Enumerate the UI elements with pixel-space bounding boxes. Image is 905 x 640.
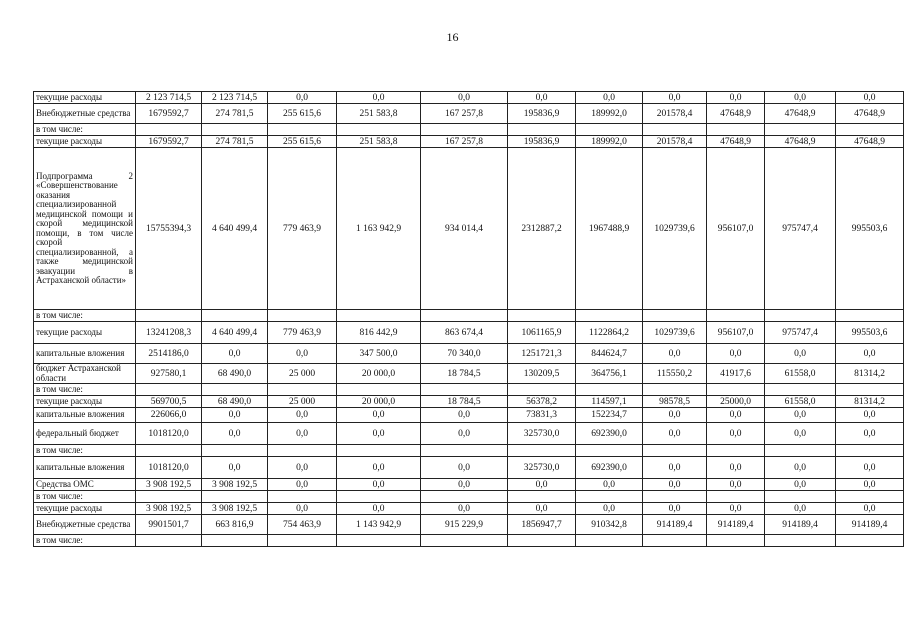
table-cell: [508, 384, 576, 396]
table-cell: 61558,0: [765, 364, 836, 384]
table-cell: 0,0: [268, 423, 337, 445]
table-cell: [836, 384, 904, 396]
table-cell: [836, 124, 904, 136]
table-cell: [136, 535, 202, 547]
table-cell: [508, 535, 576, 547]
table-row: [34, 503, 904, 515]
table-cell: 956107,0: [707, 148, 765, 310]
table-cell: 0,0: [421, 479, 508, 491]
table-cell: [643, 491, 707, 503]
table-cell: 255 615,6: [268, 136, 337, 148]
table-cell: [268, 535, 337, 547]
table-cell: 0,0: [576, 92, 643, 104]
table-cell: 251 583,8: [337, 136, 421, 148]
table-cell: [202, 445, 268, 457]
table-cell: [268, 384, 337, 396]
table-row: [34, 396, 904, 408]
table-cell: 0,0: [268, 479, 337, 491]
table-cell: 115550,2: [643, 364, 707, 384]
table-cell: 0,0: [707, 92, 765, 104]
table-cell: 18 784,5: [421, 396, 508, 408]
table-cell: 1679592,7: [136, 104, 202, 124]
table-cell: 0,0: [268, 344, 337, 364]
table-cell: [836, 535, 904, 547]
table-cell: 347 500,0: [337, 344, 421, 364]
table-cell: [421, 384, 508, 396]
table-cell: [136, 310, 202, 322]
table-cell: 18 784,5: [421, 364, 508, 384]
table-cell: 70 340,0: [421, 344, 508, 364]
table-cell: 1967488,9: [576, 148, 643, 310]
table-cell: [707, 310, 765, 322]
table-cell: 0,0: [508, 503, 576, 515]
table-row: [34, 124, 904, 136]
table-cell: 0,0: [643, 503, 707, 515]
table-cell: 226066,0: [136, 408, 202, 423]
table-cell: [337, 384, 421, 396]
table-cell: 0,0: [202, 423, 268, 445]
table-cell: 0,0: [643, 344, 707, 364]
table-cell: [836, 445, 904, 457]
table-cell: 56378,2: [508, 396, 576, 408]
row-label: текущие расходы: [34, 92, 136, 104]
page-number: 16: [446, 30, 459, 44]
row-label: бюджет Астраханской области: [34, 364, 136, 384]
table-row: [34, 479, 904, 491]
table-cell: 1856947,7: [508, 515, 576, 535]
table-cell: 251 583,8: [337, 104, 421, 124]
table-cell: 0,0: [421, 503, 508, 515]
row-label: в том числе:: [34, 491, 136, 503]
table-cell: 0,0: [268, 503, 337, 515]
table-cell: 0,0: [765, 503, 836, 515]
table-cell: [765, 384, 836, 396]
table-cell: 0,0: [576, 503, 643, 515]
table-cell: 1029739,6: [643, 148, 707, 310]
table-cell: 2 123 714,5: [136, 92, 202, 104]
table-cell: [707, 124, 765, 136]
table-row: [34, 148, 904, 310]
row-label: капитальные вложения: [34, 457, 136, 479]
table-cell: [421, 535, 508, 547]
table-cell: [202, 310, 268, 322]
table-cell: 0,0: [268, 408, 337, 423]
table-cell: 81314,2: [836, 364, 904, 384]
table-cell: [643, 445, 707, 457]
table-cell: [576, 491, 643, 503]
table-cell: 0,0: [508, 479, 576, 491]
table-cell: 0,0: [337, 92, 421, 104]
table-cell: [136, 445, 202, 457]
table-cell: 201578,4: [643, 104, 707, 124]
table-cell: 1251721,3: [508, 344, 576, 364]
budget-table: [33, 91, 904, 547]
table-cell: 663 816,9: [202, 515, 268, 535]
table-cell: [421, 491, 508, 503]
row-label: текущие расходы: [34, 396, 136, 408]
table-cell: 975747,4: [765, 148, 836, 310]
row-label: Внебюджетные средства: [34, 104, 136, 124]
table-cell: 274 781,5: [202, 136, 268, 148]
table-cell: 0,0: [836, 479, 904, 491]
table-cell: 0,0: [643, 423, 707, 445]
table-cell: 779 463,9: [268, 322, 337, 344]
table-cell: 0,0: [202, 457, 268, 479]
table-row: [34, 364, 904, 384]
row-label: капитальные вложения: [34, 344, 136, 364]
table-cell: 47648,9: [765, 136, 836, 148]
table-cell: 0,0: [836, 423, 904, 445]
table-cell: 0,0: [643, 479, 707, 491]
table-cell: [765, 491, 836, 503]
table-cell: 13241208,3: [136, 322, 202, 344]
table-cell: [421, 310, 508, 322]
table-cell: 25000,0: [707, 396, 765, 408]
table-cell: [337, 445, 421, 457]
table-cell: [136, 384, 202, 396]
table-cell: 0,0: [836, 457, 904, 479]
table-cell: 0,0: [707, 479, 765, 491]
table-cell: 934 014,4: [421, 148, 508, 310]
table-cell: 995503,6: [836, 322, 904, 344]
table-cell: [765, 535, 836, 547]
row-label: в том числе:: [34, 535, 136, 547]
table-cell: 0,0: [836, 503, 904, 515]
row-label: текущие расходы: [34, 136, 136, 148]
table-cell: 41917,6: [707, 364, 765, 384]
table-cell: 325730,0: [508, 457, 576, 479]
table-cell: 0,0: [836, 344, 904, 364]
table-row: [34, 92, 904, 104]
table-cell: 1 143 942,9: [337, 515, 421, 535]
table-row: [34, 445, 904, 457]
row-label: федеральный бюджет: [34, 423, 136, 445]
table-cell: 73831,3: [508, 408, 576, 423]
table-cell: [508, 124, 576, 136]
table-cell: 68 490,0: [202, 396, 268, 408]
table-row: [34, 515, 904, 535]
table-cell: [202, 124, 268, 136]
table-cell: [765, 445, 836, 457]
table-cell: [707, 445, 765, 457]
table-cell: 0,0: [576, 479, 643, 491]
table-cell: 189992,0: [576, 136, 643, 148]
table-cell: [202, 535, 268, 547]
table-row: [34, 322, 904, 344]
table-cell: 255 615,6: [268, 104, 337, 124]
table-cell: 195836,9: [508, 104, 576, 124]
table-cell: 0,0: [337, 423, 421, 445]
table-cell: 201578,4: [643, 136, 707, 148]
table-cell: [508, 445, 576, 457]
table-cell: 0,0: [337, 479, 421, 491]
table-cell: 0,0: [421, 423, 508, 445]
row-label: капитальные вложения: [34, 408, 136, 423]
table-cell: 3 908 192,5: [202, 503, 268, 515]
row-label: Внебюджетные средства: [34, 515, 136, 535]
table-cell: 20 000,0: [337, 364, 421, 384]
table-cell: 47648,9: [836, 136, 904, 148]
table-cell: 3 908 192,5: [136, 479, 202, 491]
table-cell: 4 640 499,4: [202, 322, 268, 344]
table-cell: 0,0: [421, 457, 508, 479]
row-label: текущие расходы: [34, 322, 136, 344]
table-cell: [268, 310, 337, 322]
table-cell: [643, 535, 707, 547]
table-cell: 25 000: [268, 364, 337, 384]
table-cell: 1029739,6: [643, 322, 707, 344]
table-cell: 914189,4: [765, 515, 836, 535]
table-cell: 167 257,8: [421, 104, 508, 124]
table-cell: 692390,0: [576, 457, 643, 479]
row-label: в том числе:: [34, 384, 136, 396]
table-cell: 0,0: [765, 457, 836, 479]
table-cell: 25 000: [268, 396, 337, 408]
table-row: [34, 104, 904, 124]
table-cell: 914189,4: [643, 515, 707, 535]
table-cell: 1122864,2: [576, 322, 643, 344]
table-cell: 274 781,5: [202, 104, 268, 124]
table-cell: [707, 491, 765, 503]
table-cell: [765, 310, 836, 322]
table-cell: 779 463,9: [268, 148, 337, 310]
table-cell: 9901501,7: [136, 515, 202, 535]
table-cell: 167 257,8: [421, 136, 508, 148]
table-row: [34, 384, 904, 396]
table-cell: 0,0: [643, 92, 707, 104]
table-row: [34, 136, 904, 148]
table-row: [34, 535, 904, 547]
table-cell: 0,0: [765, 344, 836, 364]
table-cell: [576, 445, 643, 457]
table-cell: [268, 491, 337, 503]
table-cell: [508, 491, 576, 503]
table-row: [34, 344, 904, 364]
table-cell: 754 463,9: [268, 515, 337, 535]
table-row: [34, 408, 904, 423]
table-cell: 927580,1: [136, 364, 202, 384]
table-cell: 0,0: [707, 503, 765, 515]
table-cell: 0,0: [421, 92, 508, 104]
table-cell: 1 163 942,9: [337, 148, 421, 310]
table-cell: 0,0: [765, 92, 836, 104]
table-row: [34, 491, 904, 503]
table-cell: 325730,0: [508, 423, 576, 445]
table-cell: 3 908 192,5: [136, 503, 202, 515]
table-cell: [421, 124, 508, 136]
table-cell: 114597,1: [576, 396, 643, 408]
table-cell: [337, 124, 421, 136]
table-cell: 195836,9: [508, 136, 576, 148]
table-cell: 0,0: [268, 457, 337, 479]
table-cell: 4 640 499,4: [202, 148, 268, 310]
table-cell: 844624,7: [576, 344, 643, 364]
table-cell: [268, 124, 337, 136]
table-cell: 0,0: [707, 344, 765, 364]
table-cell: 2312887,2: [508, 148, 576, 310]
table-cell: 61558,0: [765, 396, 836, 408]
table-cell: 47648,9: [836, 104, 904, 124]
table-cell: [576, 384, 643, 396]
table-cell: 0,0: [202, 344, 268, 364]
table-cell: [836, 310, 904, 322]
row-label: в том числе:: [34, 445, 136, 457]
table-cell: 0,0: [337, 408, 421, 423]
table-cell: 816 442,9: [337, 322, 421, 344]
table-cell: 910342,8: [576, 515, 643, 535]
table-cell: [707, 535, 765, 547]
table-cell: 1679592,7: [136, 136, 202, 148]
table-cell: [576, 124, 643, 136]
table-cell: 364756,1: [576, 364, 643, 384]
table-cell: [508, 310, 576, 322]
table-cell: 569700,5: [136, 396, 202, 408]
table-cell: 81314,2: [836, 396, 904, 408]
table-cell: [421, 445, 508, 457]
table-cell: 0,0: [337, 457, 421, 479]
table-cell: [643, 384, 707, 396]
table-cell: 47648,9: [765, 104, 836, 124]
table-cell: 0,0: [421, 408, 508, 423]
table-cell: [136, 491, 202, 503]
table-cell: 20 000,0: [337, 396, 421, 408]
table-cell: 0,0: [836, 92, 904, 104]
table-cell: [268, 445, 337, 457]
table-cell: 0,0: [707, 408, 765, 423]
table-cell: 98578,5: [643, 396, 707, 408]
table-cell: 995503,6: [836, 148, 904, 310]
table-cell: 915 229,9: [421, 515, 508, 535]
table-cell: 0,0: [508, 92, 576, 104]
table-cell: 47648,9: [707, 136, 765, 148]
table-cell: 3 908 192,5: [202, 479, 268, 491]
table-cell: 0,0: [765, 479, 836, 491]
table-cell: 692390,0: [576, 423, 643, 445]
table-cell: 130209,5: [508, 364, 576, 384]
table-cell: 0,0: [765, 408, 836, 423]
table-cell: 863 674,4: [421, 322, 508, 344]
table-row: [34, 310, 904, 322]
table-cell: 956107,0: [707, 322, 765, 344]
table-cell: [576, 310, 643, 322]
table-cell: 189992,0: [576, 104, 643, 124]
table-row: [34, 423, 904, 445]
row-label: в том числе:: [34, 124, 136, 136]
table-cell: [643, 124, 707, 136]
table-cell: 0,0: [765, 423, 836, 445]
table-cell: 2514186,0: [136, 344, 202, 364]
table-cell: [707, 384, 765, 396]
table-cell: 0,0: [643, 408, 707, 423]
table-cell: 2 123 714,5: [202, 92, 268, 104]
row-label: текущие расходы: [34, 503, 136, 515]
table-cell: 0,0: [707, 423, 765, 445]
row-label: Подпрограмма 2 «Совершенствование оказания специализированной медицинской помощи и скорой медицинской помощи, в том числе скорой специализированной, а также медицинской эвакуации в Астраханской области»: [34, 148, 136, 310]
table-cell: 0,0: [643, 457, 707, 479]
table-cell: 0,0: [707, 457, 765, 479]
table-cell: [337, 491, 421, 503]
table-row: [34, 457, 904, 479]
table-cell: 68 490,0: [202, 364, 268, 384]
table-cell: [337, 310, 421, 322]
table-cell: [576, 535, 643, 547]
table-cell: [337, 535, 421, 547]
table-cell: [202, 491, 268, 503]
row-label: в том числе:: [34, 310, 136, 322]
table-cell: 0,0: [337, 503, 421, 515]
table-cell: 47648,9: [707, 104, 765, 124]
table-cell: 1061165,9: [508, 322, 576, 344]
table-cell: [643, 310, 707, 322]
table-cell: 152234,7: [576, 408, 643, 423]
table-cell: 0,0: [268, 92, 337, 104]
table-cell: 0,0: [202, 408, 268, 423]
table-cell: 975747,4: [765, 322, 836, 344]
table-cell: [202, 384, 268, 396]
table-cell: 1018120,0: [136, 457, 202, 479]
table-cell: 914189,4: [836, 515, 904, 535]
table-cell: [136, 124, 202, 136]
table-cell: [836, 491, 904, 503]
table-cell: 0,0: [836, 408, 904, 423]
table-cell: [765, 124, 836, 136]
row-label: Средства ОМС: [34, 479, 136, 491]
table-cell: 15755394,3: [136, 148, 202, 310]
table-cell: 914189,4: [707, 515, 765, 535]
table-cell: 1018120,0: [136, 423, 202, 445]
